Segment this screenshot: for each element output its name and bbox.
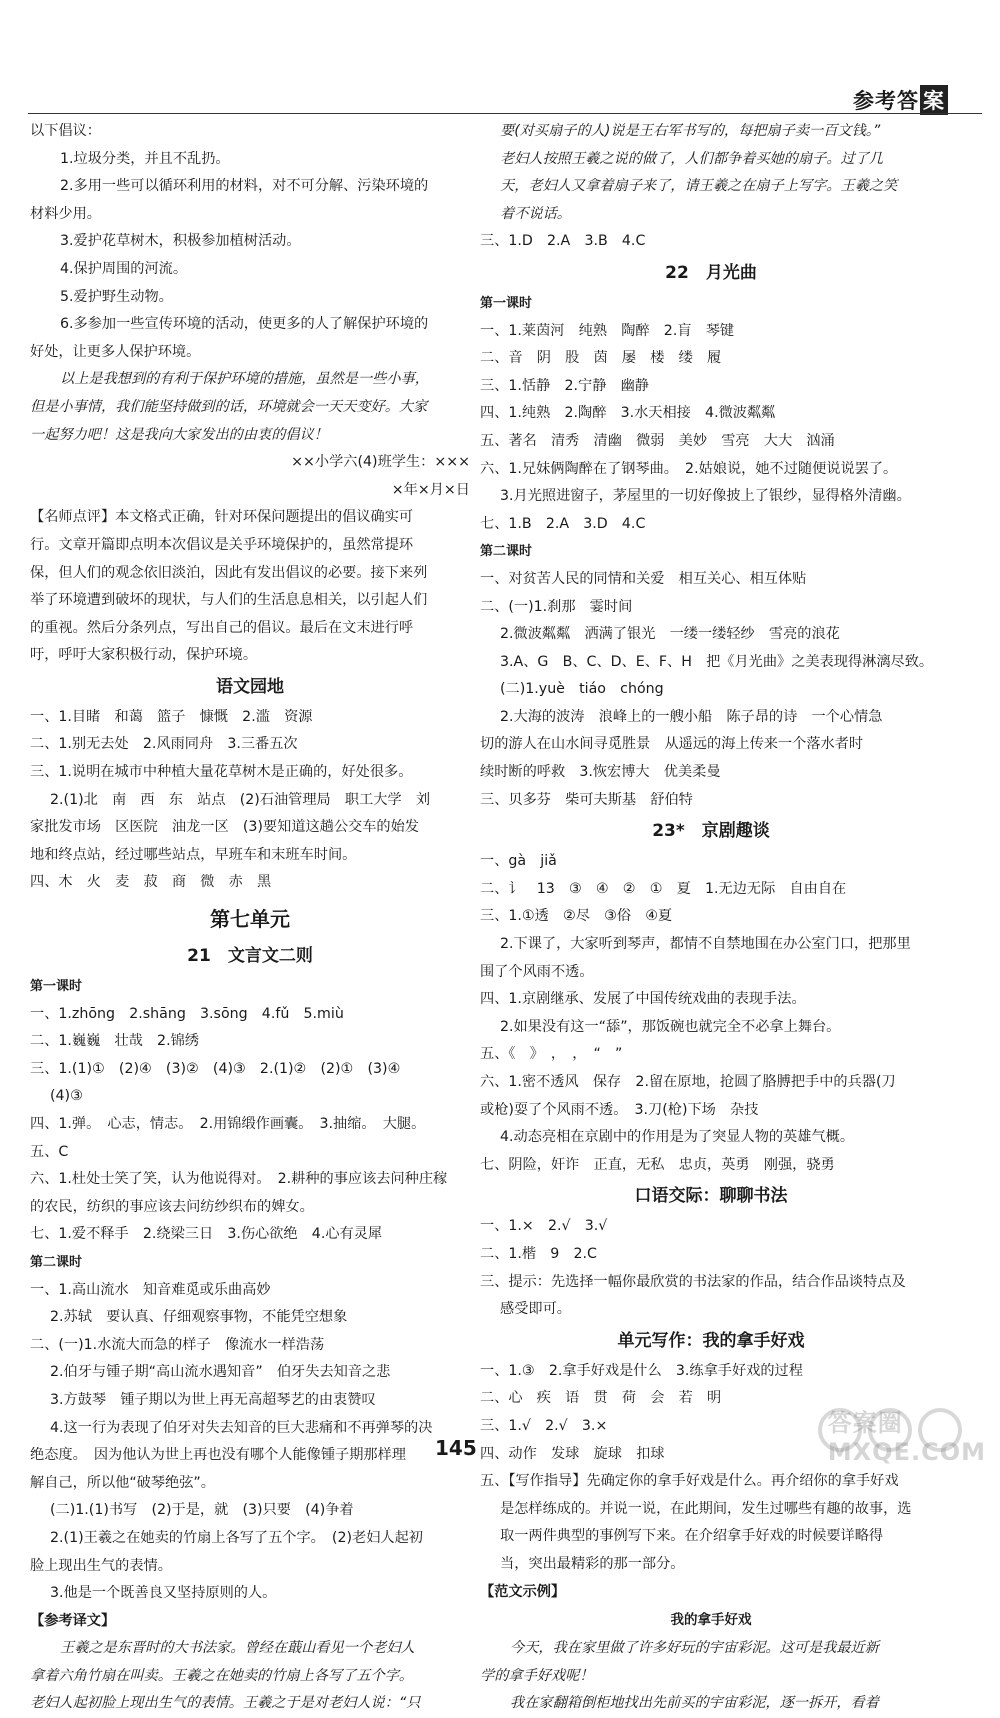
right-column-line: 3.A、G B、C、D、E、F、H 把《月光曲》之美表现得淋漓尽致。 — [500, 653, 934, 670]
left-column-line: 2.(1)北 南 西 东 站点 (2)石油管理局 职工大学 刘 — [50, 791, 431, 808]
header-rule — [28, 113, 982, 114]
left-column-line: 第二课时 — [30, 1254, 83, 1270]
left-column-line: 二、1.别无去处 2.风雨同舟 3.三番五次 — [30, 736, 298, 753]
right-column-line: 一、1.③ 2.拿手好戏是什么 3.练拿手好戏的过程 — [480, 1362, 803, 1379]
left-column-line: 语文园地 — [216, 676, 284, 697]
left-column-line: 以下倡议： — [30, 123, 101, 139]
left-column-line: 一、1.目睹 和蔼 篮子 慷慨 2.滥 资源 — [30, 708, 313, 725]
right-column-line: 四、动作 发球 旋球 扣球 — [480, 1445, 665, 1462]
right-column-line: 三、1.D 2.A 3.B 4.C — [480, 233, 646, 250]
right-column-line: 当，突出最精彩的那一部分。 — [500, 1555, 685, 1572]
right-column-line: 三、提示：先选择一幅你最欣赏的书法家的作品，结合作品谈特点及 — [480, 1273, 906, 1290]
right-column-line: 三、1.√ 2.√ 3.× — [480, 1417, 608, 1434]
right-column-line: 三、贝多芬 柴可夫斯基 舒伯特 — [480, 791, 693, 808]
right-column-line: 我在家翻箱倒柜地找出先前买的宇宙彩泥，逐一拆开，看着 — [510, 1695, 879, 1712]
left-column-line: 第七单元 — [210, 907, 290, 932]
left-column-line: 以上是我想到的有利于保护环境的措施，虽然是一些小事， — [60, 371, 429, 388]
right-column-line: 六、1.密不透风 保存 2.留在原地，抢圆了胳膊把手中的兵器(刀 — [480, 1074, 896, 1090]
right-column-line: 四、1.京剧继承、发展了中国传统戏曲的表现手法。 — [480, 991, 806, 1008]
left-column-line: 3.他是一个既善良又坚持原则的人。 — [50, 1585, 277, 1602]
header-title-box: 案 — [920, 85, 948, 115]
right-column-line: 我的拿手好戏 — [670, 1612, 752, 1629]
right-column-line: 三、1.①透 ②尽 ③俗 ④夏 — [480, 908, 673, 925]
left-column-line: 脸上现出生气的表情。 — [30, 1557, 172, 1574]
right-column-line: 2.大海的波涛 浪峰上的一艘小船 陈子昂的诗 一个心情急 — [500, 708, 883, 725]
right-column-line: 七、1.B 2.A 3.D 4.C — [480, 515, 646, 532]
left-column-line: (二)1.(1)书写 (2)于是，就 (3)只要 (4)争着 — [50, 1502, 354, 1519]
watermark-text — [828, 1403, 986, 1466]
right-column-line: 老妇人按照王羲之说的做了，人们都争着买她的扇子。过了几 — [500, 150, 884, 167]
left-column-line: 二、1.巍巍 壮哉 2.锦绣 — [30, 1033, 199, 1050]
left-column-line: 王羲之是东晋时的大书法家。曾经在蕺山看见一个老妇人 — [60, 1640, 415, 1657]
left-column-line: 3.方鼓琴 锺子期以为世上再无高超琴艺的由衷赞叹 — [50, 1391, 376, 1408]
left-column-line: 的重视。然后分条列点，写出自己的倡议。最后在文末进行呼 — [30, 619, 414, 636]
right-column-line: 第二课时 — [480, 544, 533, 560]
left-column-line: 老妇人起初脸上现出生气的表情。王羲之于是对老妇人说：“只 — [30, 1695, 421, 1712]
right-column-line: 取一两件典型的事例写下来。在介绍拿手好戏的时候要详略得 — [500, 1528, 884, 1545]
right-column-line: 三、1.恬静 2.宁静 幽静 — [480, 377, 649, 394]
left-column-line: 一起努力吧！这是我向大家发出的由衷的倡议！ — [30, 426, 328, 443]
left-column-line: ××小学六(4)班学生：××× — [291, 454, 470, 471]
left-column-line: 但是小事情，我们能坚持做到的话，环境就会一天天变好。大家 — [30, 398, 428, 415]
left-column-line: 一、1.高山流水 知音难觅或乐曲高妙 — [30, 1281, 271, 1298]
left-column-line: 5.爱护野生动物。 — [60, 288, 173, 305]
right-column — [480, 118, 942, 1718]
left-column-line: 材料少用。 — [30, 205, 101, 222]
left-column-line: 家批发市场 区医院 油龙一区 (3)要知道这趟公交车的始发 — [30, 819, 419, 836]
right-column-line: 4.动态亮相在京剧中的作用是为了突显人物的英雄气概。 — [500, 1129, 855, 1146]
left-column-line: 1.垃圾分类，并且不乱扔。 — [60, 150, 230, 167]
right-column-line: 2.如果没有这一“舔”，那饭碗也就完全不必拿上舞台。 — [500, 1018, 841, 1035]
right-column-line: 第一课时 — [480, 295, 533, 311]
right-column-line: 3.月光照进窗子，茅屋里的一切好像披上了银纱，显得格外清幽。 — [500, 488, 911, 505]
left-column-line: 3.爱护花草树木，积极参加植树活动。 — [60, 233, 301, 250]
left-column-line: 二、(一)1.水流大而急的样子 像流水一样浩荡 — [30, 1336, 325, 1353]
left-column-line: (4)③ — [50, 1088, 83, 1105]
right-column-line: 二、(一)1.刹那 霎时间 — [480, 598, 633, 615]
left-column-line: 第一课时 — [30, 979, 83, 995]
page-number: 145 — [435, 1436, 477, 1460]
watermark-line1: 答案圈 — [827, 1409, 903, 1437]
left-column-line: 的农民，纺织的事应该去问纺纱织布的婢女。 — [30, 1198, 314, 1215]
left-column-line: 2.多用一些可以循环利用的材料，对不可分解、污染环境的 — [60, 178, 429, 195]
left-column-line: 绝态度。 因为他认为世上再也没有哪个人能像锺子期那样理 — [30, 1447, 406, 1464]
header-title-prefix: 参考答 — [853, 89, 919, 113]
right-column-line: 是怎样练成的。并说一说，在此期间，发生过哪些有趣的故事，选 — [500, 1500, 912, 1517]
right-column-line: 今天，我在家里做了许多好玩的宇宙彩泥。这可是我最近新 — [510, 1640, 879, 1657]
watermark-line2: MXQE.COM — [827, 1438, 986, 1466]
left-column-line: 四、1.弹。 心志，情志。 2.用锦缎作画囊。 3.抽缩。 大腿。 — [30, 1116, 426, 1132]
right-column-line: 二、讠 13 ③ ④ ② ① 夏 1.无边无际 自由自在 — [480, 880, 847, 897]
left-column-line: 4.这一行为表现了伯牙对失去知音的巨大悲痛和不再弹琴的决 — [50, 1419, 433, 1436]
left-column-line: 2.伯牙与锺子期“高山流水遇知音” 伯牙失去知音之悲 — [50, 1364, 391, 1381]
left-column-line: 三、1.(1)① (2)④ (3)② (4)③ 2.(1)② (2)① (3)④ — [30, 1060, 401, 1077]
right-column-line: 五、《 》 ， ， “ ” — [480, 1046, 623, 1063]
right-column-line: 着不说话。 — [500, 205, 571, 222]
right-column-line: 2.下课了，大家听到琴声，都情不自禁地围在办公室门口，把那里 — [500, 936, 911, 953]
left-column-line: 21 文言文二则 — [187, 946, 313, 967]
right-column-line: 一、gà jiǎ — [480, 853, 557, 870]
left-column-line: 六、1.杜处士笑了笑，认为他说得对。 2.耕种的事应该去问种庄稼 — [30, 1171, 448, 1188]
left-column-line: 三、1.说明在城市中种植大量花草树木是正确的，好处很多。 — [30, 764, 413, 781]
left-column-line: 2.苏轼 要认真、仔细观察事物，不能凭空想象 — [50, 1309, 348, 1326]
left-column-line: 【参考译文】 — [30, 1612, 116, 1629]
left-column-line: 四、木 火 麦 菽 商 微 赤 黑 — [30, 874, 272, 891]
left-column-line: 6.多参加一些宣传环境的活动，使更多的人了解保护环境的 — [60, 316, 429, 333]
right-column-line: (二)1.yuè tiáo chóng — [500, 681, 664, 698]
right-column-line: 学的拿手好戏呢！ — [480, 1667, 594, 1684]
right-column-line: 要(对买扇子的人)说是王右军书写的，每把扇子卖一百文钱。” — [500, 123, 881, 139]
left-column-line: 一、1.zhōng 2.shāng 3.sōng 4.fǔ 5.miù — [30, 1005, 344, 1022]
left-column-line: 七、1.爱不释手 2.绕梁三日 3.伤心欲绝 4.心有灵犀 — [30, 1226, 383, 1243]
right-column-line: 感受即可。 — [500, 1301, 571, 1318]
right-column-line: 五、著名 清秀 清幽 微弱 美妙 雪亮 大大 汹涌 — [480, 432, 835, 449]
right-column-line: 围了个风雨不透。 — [480, 963, 594, 980]
right-column-line: 22 月光曲 — [665, 262, 757, 283]
left-column-line: 拿着六角竹扇在叫卖。王羲之在她卖的竹扇上各写了五个字。 — [30, 1667, 414, 1684]
right-column-line: 一、对贫苦人民的同情和关爱 相互关心、相互体贴 — [480, 570, 807, 587]
right-column-line: 二、音 阴 股 茵 屡 楼 缕 履 — [480, 350, 722, 367]
right-column-line: 一、1.× 2.√ 3.√ — [480, 1218, 608, 1235]
right-column-line: 七、阴险，奸诈 正直，无私 忠贞，英勇 刚强，骁勇 — [480, 1156, 835, 1173]
right-column-line: 五、【写作指导】先确定你的拿手好戏是什么。再介绍你的拿手好戏 — [480, 1473, 899, 1490]
right-column-line: 单元写作：我的拿手好戏 — [617, 1330, 805, 1351]
left-column-line: 行。文章开篇即点明本次倡议是关乎环境保护的，虽然常提环 — [30, 536, 414, 553]
left-column-line: 吁，呼吁大家积极行动，保护环境。 — [30, 647, 258, 664]
left-column-line: 地和终点站，经过哪些站点，早班车和末班车时间。 — [30, 846, 357, 863]
right-column-line: 六、1.兄妹俩陶醉在了钢琴曲。 2.姑娘说，她不过随便说说罢了。 — [480, 460, 898, 477]
left-column — [30, 118, 470, 1718]
left-column-line: 五、C — [30, 1143, 69, 1160]
right-column-line: 23* 京剧趣谈 — [652, 821, 770, 842]
left-column-line: 解自己，所以他“破琴绝弦”。 — [30, 1474, 215, 1491]
right-column-line: 二、1.楷 9 2.C — [480, 1245, 597, 1262]
right-column-line: 2.微波粼粼 洒满了银光 一缕一缕轻纱 雪亮的浪花 — [500, 626, 840, 643]
right-column-line: 或枪)耍了个风雨不透。 3.刀(枪)下场 杂技 — [480, 1101, 759, 1118]
left-column-line: 举了环境遭到破坏的现状，与人们的生活息息相关，以引起人们 — [30, 592, 428, 609]
left-column-line: 好处，让更多人保护环境。 — [30, 343, 201, 360]
left-column-line: 4.保护周围的河流。 — [60, 260, 188, 277]
right-column-line: 【范文示例】 — [480, 1583, 566, 1600]
right-column-line: 天，老妇人又拿着扇子来了，请王羲之在扇子上写字。王羲之笑 — [500, 178, 898, 195]
left-column-line: 保，但人们的观念依旧淡泊，因此有发出倡议的必要。接下来列 — [30, 564, 428, 581]
header-title — [853, 85, 948, 115]
right-column-line: 口语交际：聊聊书法 — [634, 1186, 788, 1207]
right-column-line: 续时断的呼救 3.恢宏博大 优美柔曼 — [480, 764, 721, 781]
left-column-line: 【名师点评】本文格式正确，针对环保问题提出的倡议确实可 — [30, 509, 414, 526]
right-column-line: 切的游人在山水间寻觅胜景 从遥远的海上传来一个落水者时 — [480, 736, 864, 753]
right-column-line: 二、心 疾 语 贯 荷 会 若 明 — [480, 1390, 722, 1407]
left-column-line: 2.(1)王羲之在她卖的竹扇上各写了五个字。 (2)老妇人起初 — [50, 1529, 423, 1546]
left-column-line: ×年×月×日 — [391, 481, 470, 498]
right-column-line: 四、1.纯熟 2.陶醉 3.水天相接 4.微波粼粼 — [480, 405, 776, 422]
right-column-line: 一、1.莱茵河 纯熟 陶醉 2.肓 琴键 — [480, 322, 735, 339]
